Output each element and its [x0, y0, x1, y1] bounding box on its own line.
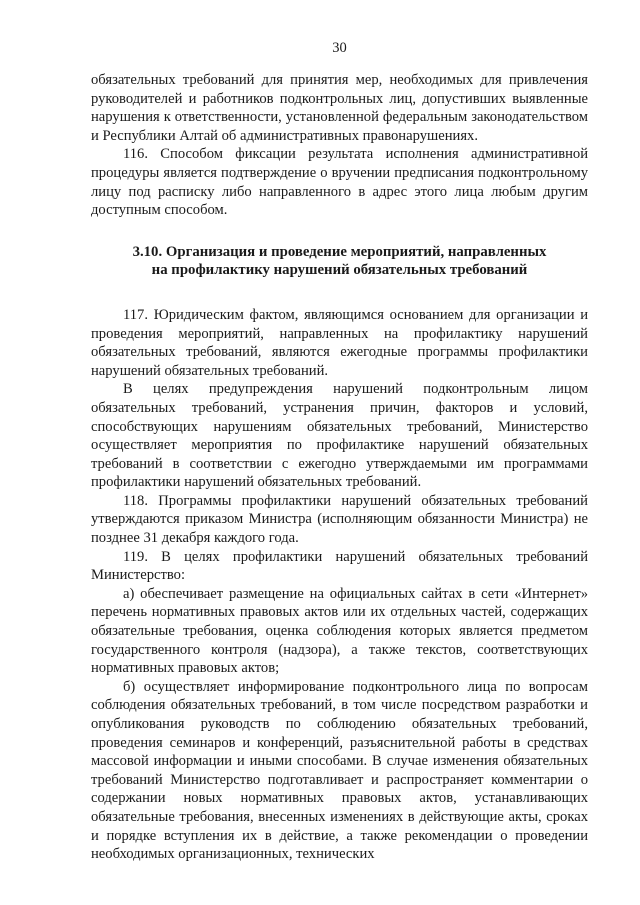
paragraph-119: 119. В целях профилактики нарушений обязательных требований Министерство: — [91, 548, 588, 584]
paragraph-117: 117. Юридическим фактом, являющимся основанием для организации и проведения мероприятий, направленных на профилактику нарушений обязательных требований, являются ежегодные программы профилактики нарушений обязательных требований. — [91, 306, 588, 379]
page-number: 30 — [332, 40, 347, 56]
paragraph-117-purpose: В целях предупреждения нарушений подконтрольным лицом обязательных требований, устранения причин, факторов и условий, способствующих нарушениям обязательных требований, Министерство осуществляет мероприятия по профилактике нарушений обязательных требований в соответствии с ежегодно утверждаемыми им программами профилактики нарушений обязательных требований. — [91, 381, 588, 491]
section-heading — [91, 243, 588, 280]
section-heading-line-2: на профилактику нарушений обязательных требований — [151, 262, 528, 279]
paragraph-118: 118. Программы профилактики нарушений обязательных требований утверждаются приказом Министра (исполняющим обязанности Министра) не позднее 31 декабря каждого года. — [91, 492, 588, 547]
paragraph-119-item-b: б) осуществляет информирование подконтрольного лица по вопросам соблюдения обязательных требований, в том числе посредством разработки и опубликования руководств по соблюдению обязательных требований, проведения семинаров и конференций, разъяснительной работы в средствах массовой информации и иными способами. В случае изменения обязательных требований Министерство подготавливает и распространяет комментарии о содержании новых нормативных правовых актов, устанавливающих обязательные требования, внесенных изменениях в действующие акты, сроках и порядке вступления их в действие, а также рекомендации о проведении необходимых организационных, технических — [91, 678, 588, 863]
section-heading-line-1: 3.10. Организация и проведение мероприятий, направленных — [132, 243, 547, 260]
paragraph-116: 116. Способом фиксации результата исполнения административной процедуры является подтверждение о вручении предписания подконтрольному лицу под расписку либо направленного в адрес этого лица любым другим доступным способом. — [91, 146, 588, 219]
paragraph-119-item-a: а) обеспечивает размещение на официальных сайтах в сети «Интернет» перечень нормативных правовых актов или их отдельных частей, содержащих обязательные требования, оценка соблюдения которых является предметом государственного контроля (надзора), а также текстов, соответствующих нормативных правовых актов; — [91, 585, 588, 677]
paragraph-115-continuation: обязательных требований для принятия мер, необходимых для привлечения руководителей и работников подконтрольных лиц, допустивших выявленные нарушения к ответственности, установленной федеральным законодательством и Республики Алтай об административных правонарушениях. — [91, 72, 588, 144]
document-body — [91, 71, 588, 864]
